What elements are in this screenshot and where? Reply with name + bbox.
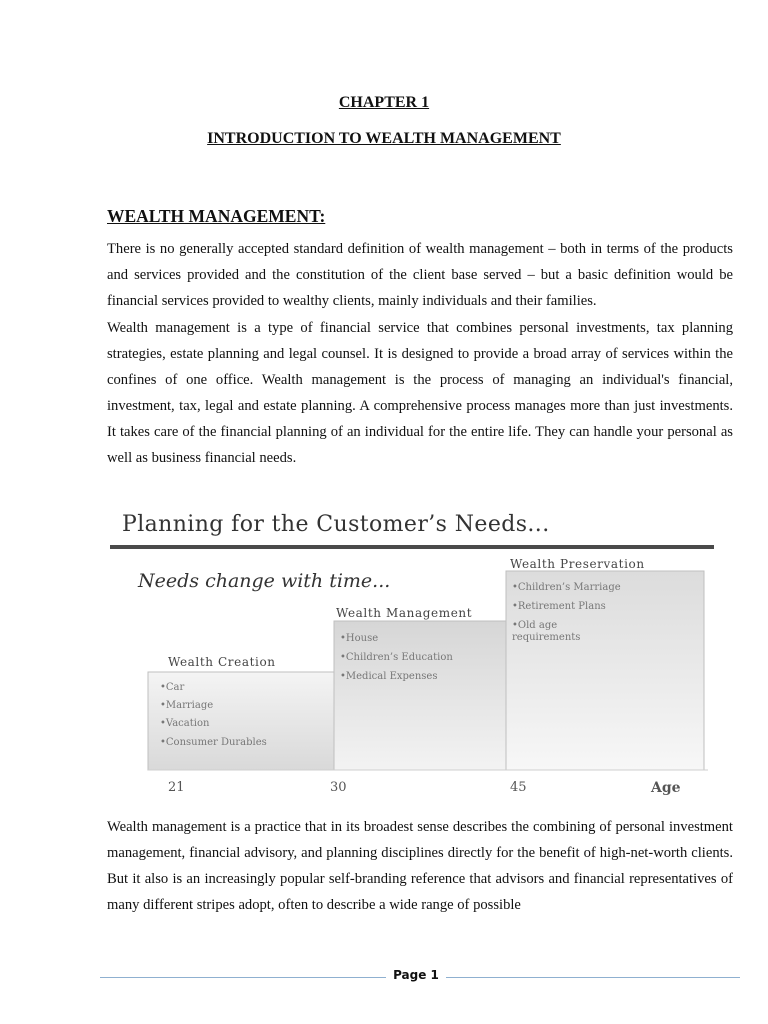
stage-heading-wealth-preservation: Wealth Preservation xyxy=(510,557,645,571)
stage-heading-wealth-creation: Wealth Creation xyxy=(168,655,276,669)
age-axis-label: Age xyxy=(651,780,681,796)
stage-item: •Consumer Durables xyxy=(160,737,267,748)
age-tick-label: 30 xyxy=(330,780,347,795)
figure-title-rule xyxy=(110,545,714,549)
stage-item: •Children’s Marriage xyxy=(512,582,621,593)
paragraph-1: There is no generally accepted standard definition of wealth management – both in terms of the products and services provided and the constitution of the client base served – but a basic definition would be financial services provided to wealthy clients, mainly individuals and their families. xyxy=(107,241,733,309)
needs-figure xyxy=(108,498,728,800)
stage-item-line: •Old age xyxy=(512,620,558,631)
footer-rule-left xyxy=(100,977,386,978)
age-tick-label: 45 xyxy=(510,780,527,795)
stage-item: •Medical Expenses xyxy=(340,671,438,682)
chapter-number: CHAPTER 1 xyxy=(338,94,430,111)
page-number: Page 1 xyxy=(393,968,439,982)
chapter-title: INTRODUCTION TO WEALTH MANAGEMENT xyxy=(207,130,561,147)
paragraph-2: Wealth management is a type of financial service that combines personal investments, tax planning strategies, estate planning and legal counsel. It is designed to provide a broad array of services within the confines of one office. Wealth management is the process of managing an individual's financial, investment, tax, legal and estate planning. A comprehensive process manages more than just investments. It takes care of the financial planning of an individual for the entire life. They can handle your personal as well as business financial needs. xyxy=(107,320,733,466)
stage-item: •Children’s Education xyxy=(340,652,453,663)
stage-item: •Vacation xyxy=(160,718,210,729)
age-tick-label: 21 xyxy=(168,780,185,795)
stage-item: •House xyxy=(340,633,379,644)
figure-title: Planning for the Customer’s Needs... xyxy=(122,512,550,537)
section-heading: WEALTH MANAGEMENT: xyxy=(107,206,326,226)
stage-item: •Retirement Plans xyxy=(512,601,606,612)
figure-subtitle: Needs change with time... xyxy=(138,570,391,592)
stage-item-line: requirements xyxy=(512,632,581,643)
paragraph-3: Wealth management is a practice that in its broadest sense describes the combining of personal investment management, financial advisory, and planning disciplines directly for the benefit of high-net-worth clients. But it also is an increasingly popular self-branding reference that advisors and financial representatives of many different stripes adopt, often to describe a wide range of possible xyxy=(107,819,733,913)
stage-item: •Marriage xyxy=(160,700,214,711)
footer-rule-right xyxy=(446,977,740,978)
stage-item: •Car xyxy=(160,682,185,693)
stage-heading-wealth-management: Wealth Management xyxy=(336,606,473,620)
needs-figure-svg xyxy=(108,498,728,800)
